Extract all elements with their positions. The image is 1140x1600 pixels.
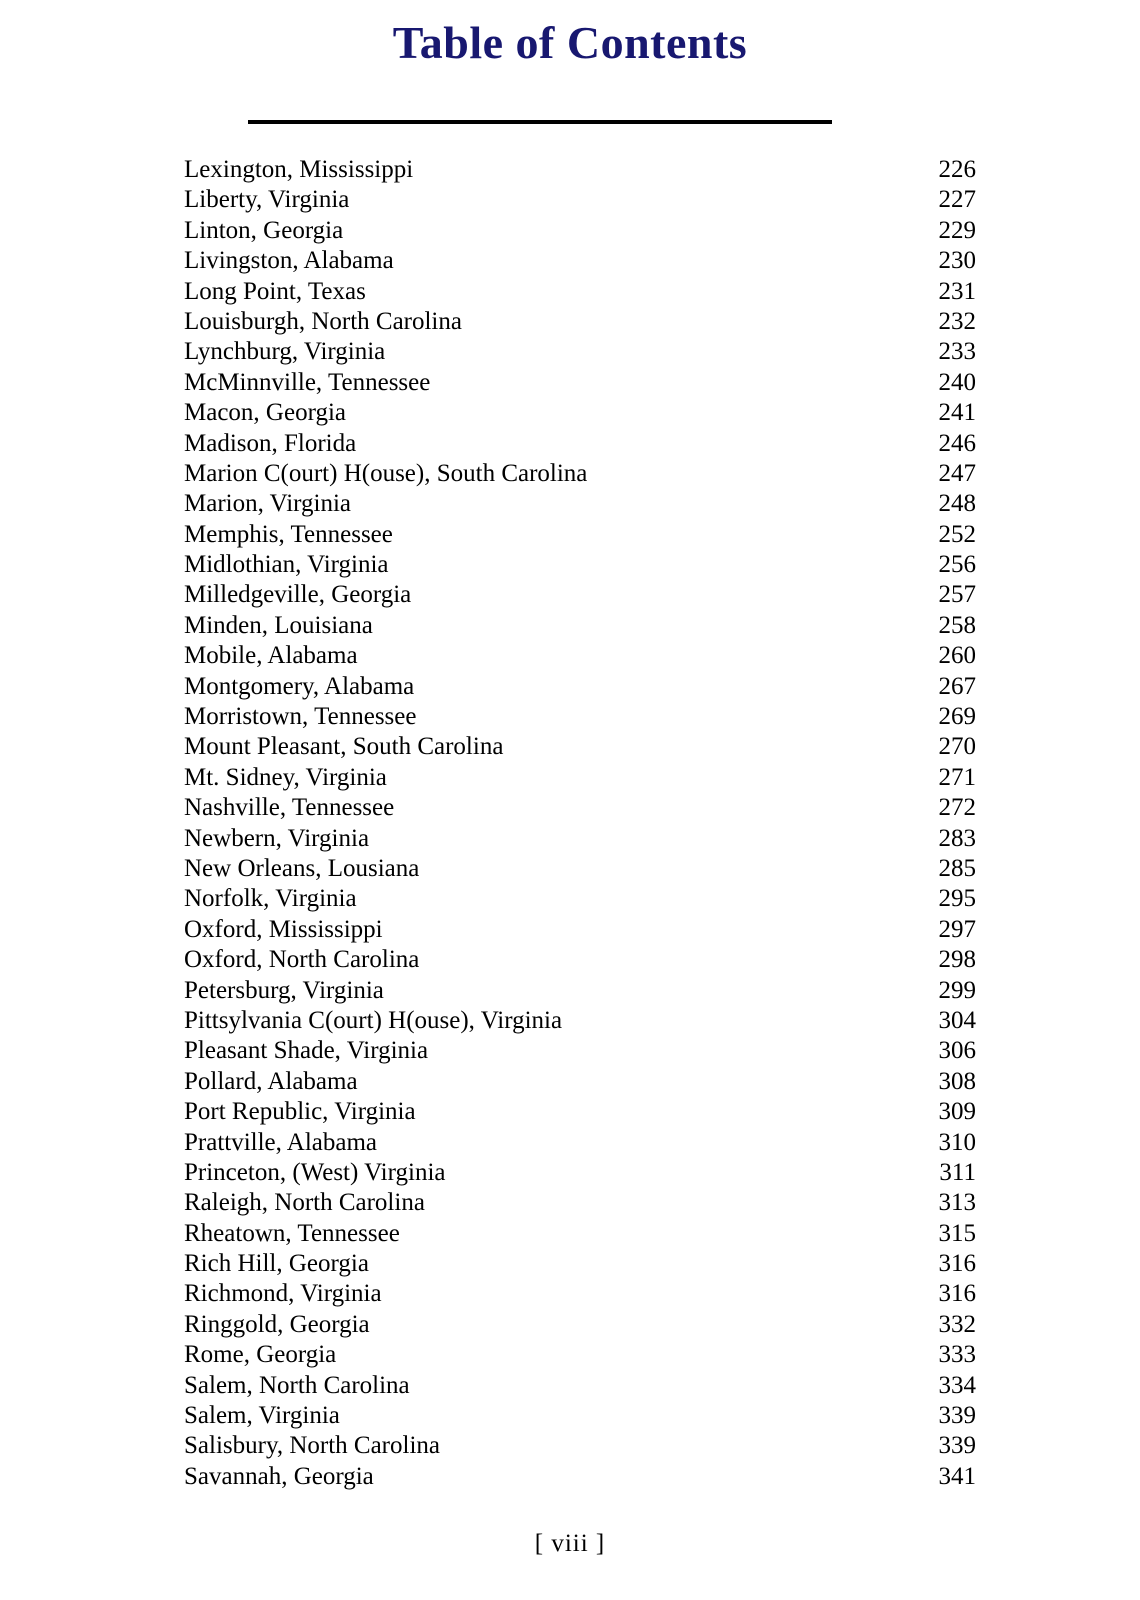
toc-entry-row[interactable] [184,793,976,823]
toc-entry-row[interactable] [184,155,976,185]
toc-entry-title: Newbern, Virginia [184,824,370,852]
toc-entry-page-number: 298 [938,946,976,974]
toc-entry-row[interactable] [184,1310,976,1340]
toc-entry-row[interactable] [184,398,976,428]
toc-entry-page-number: 270 [938,733,976,761]
toc-entry-row[interactable] [184,1097,976,1127]
toc-entry-page-number: 272 [938,794,976,822]
toc-entry-page-number: 297 [938,915,976,943]
toc-entry-page-number: 260 [938,642,976,670]
page-number-footer: [ viii ] [534,1530,606,1557]
toc-entry-title: Raleigh, North Carolina [184,1189,425,1217]
toc-entry-page-number: 315 [938,1219,976,1247]
toc-entry-row[interactable] [184,1249,976,1279]
toc-entry-row[interactable] [184,1401,976,1431]
toc-entry-page-number: 246 [938,429,976,457]
toc-entry-row[interactable] [184,459,976,489]
toc-entry-title: Minden, Louisiana [184,611,373,639]
toc-entry-page-number: 231 [938,277,976,305]
toc-entry-page-number: 316 [938,1250,976,1278]
toc-entry-row[interactable] [184,1431,976,1461]
toc-entry-row[interactable] [184,1036,976,1066]
page-title: Table of Contents [392,17,748,68]
toc-entry-title: Savannah, Georgia [184,1462,374,1490]
toc-entry-title: Port Republic, Virginia [184,1098,416,1126]
toc-entry-row[interactable] [184,732,976,762]
toc-entry-title: Pollard, Alabama [184,1067,358,1095]
toc-entry-title: Salem, North Carolina [184,1371,410,1399]
toc-entry-page-number: 232 [938,307,976,335]
toc-entry-page-number: 247 [938,459,976,487]
toc-entry-page-number: 308 [938,1067,976,1095]
toc-entry-title: Rome, Georgia [184,1341,337,1369]
toc-entry-title: Long Point, Texas [184,277,366,305]
toc-entry-page-number: 316 [938,1280,976,1308]
toc-entry-row[interactable] [184,1371,976,1401]
toc-entry-page-number: 233 [938,338,976,366]
toc-entry-row[interactable] [184,337,976,367]
toc-entry-title: Oxford, Mississippi [184,915,383,943]
toc-entry-row[interactable] [184,824,976,854]
toc-entry-row[interactable] [184,1188,976,1218]
table-of-contents-list [184,155,976,1492]
toc-entry-row[interactable] [184,945,976,975]
toc-entry-title: Madison, Florida [184,429,357,457]
toc-entry-page-number: 339 [938,1432,976,1460]
toc-entry-row[interactable] [184,1158,976,1188]
toc-entry-row[interactable] [184,672,976,702]
toc-entry-row[interactable] [184,277,976,307]
toc-entry-title: Mobile, Alabama [184,642,358,670]
toc-entry-page-number: 341 [938,1462,976,1490]
toc-entry-title: Richmond, Virginia [184,1280,382,1308]
toc-entry-page-number: 267 [938,672,976,700]
toc-entry-title: Lexington, Mississippi [184,156,414,183]
toc-entry-page-number: 271 [938,763,976,791]
toc-entry-page-number: 258 [938,611,976,639]
toc-entry-row[interactable] [184,1067,976,1097]
toc-entry-title: Rich Hill, Georgia [184,1250,369,1278]
toc-entry-page-number: 226 [938,156,976,183]
toc-entry-title: Memphis, Tennessee [184,520,393,548]
toc-entry-title: Lynchburg, Virginia [184,338,386,366]
toc-entry-page-number: 334 [938,1371,976,1399]
toc-entry-row[interactable] [184,1340,976,1370]
toc-entry-title: Livingston, Alabama [184,247,394,275]
toc-entry-title: Macon, Georgia [184,399,346,427]
toc-entry-page-number: 299 [938,976,976,1004]
toc-entry-title: Mt. Sidney, Virginia [184,763,387,791]
toc-entry-title: Salisbury, North Carolina [184,1432,440,1460]
toc-entry-row[interactable] [184,854,976,884]
title-divider-rule [248,120,832,124]
toc-entry-page-number: 229 [938,216,976,244]
toc-entry-row[interactable] [184,489,976,519]
toc-entry-row[interactable] [184,1462,976,1492]
toc-entry-title: Prattville, Alabama [184,1128,378,1156]
toc-entry-row[interactable] [184,641,976,671]
toc-entry-title: Pittsylvania C(ourt) H(ouse), Virginia [184,1006,563,1034]
toc-entry-page-number: 306 [938,1037,976,1065]
toc-entry-row[interactable] [184,368,976,398]
toc-entry-title: New Orleans, Lousiana [184,854,420,882]
toc-entry-page-number: 304 [938,1006,976,1034]
toc-entry-row[interactable] [184,884,976,914]
toc-entry-title: Midlothian, Virginia [184,551,389,579]
toc-entry-row[interactable] [184,915,976,945]
toc-entry-page-number: 313 [938,1189,976,1217]
toc-entry-title: Petersburg, Virginia [184,976,384,1004]
toc-entry-page-number: 269 [938,703,976,731]
toc-entry-row[interactable] [184,1006,976,1036]
toc-entry-row[interactable] [184,580,976,610]
toc-entry-page-number: 283 [938,824,976,852]
toc-entry-row[interactable] [184,307,976,337]
toc-entry-row[interactable] [184,520,976,550]
toc-entry-row[interactable] [184,216,976,246]
toc-entry-title: Mount Pleasant, South Carolina [184,733,504,761]
toc-entry-row[interactable] [184,702,976,732]
toc-entry-title: Norfolk, Virginia [184,885,357,913]
toc-entry-page-number: 252 [938,520,976,548]
toc-entry-page-number: 295 [938,885,976,913]
toc-entry-page-number: 256 [938,551,976,579]
toc-entry-title: Oxford, North Carolina [184,946,420,974]
toc-entry-page-number: 230 [938,247,976,275]
toc-entry-title: Nashville, Tennessee [184,794,395,822]
toc-entry-title: Milledgeville, Georgia [184,581,412,609]
toc-entry-title: Pleasant Shade, Virginia [184,1037,429,1065]
toc-entry-page-number: 310 [938,1128,976,1156]
toc-entry-title: Princeton, (West) Virginia [184,1158,446,1186]
toc-entry-row[interactable] [184,1279,976,1309]
toc-entry-page-number: 285 [938,854,976,882]
toc-entry-page-number: 311 [939,1158,976,1186]
toc-entry-row[interactable] [184,611,976,641]
toc-entry-title: Ringgold, Georgia [184,1310,370,1338]
toc-entry-title: Rheatown, Tennessee [184,1219,400,1247]
toc-entry-page-number: 332 [938,1310,976,1338]
toc-entry-row[interactable] [184,550,976,580]
toc-entry-page-number: 241 [938,399,976,427]
toc-entry-row[interactable] [184,976,976,1006]
toc-entry-title: Montgomery, Alabama [184,672,415,700]
toc-entry-page-number: 248 [938,490,976,518]
toc-entry-row[interactable] [184,763,976,793]
toc-entry-title: McMinnville, Tennessee [184,368,431,396]
toc-entry-page-number: 333 [938,1341,976,1369]
toc-entry-row[interactable] [184,429,976,459]
toc-entry-page-number: 257 [938,581,976,609]
toc-entry-row[interactable] [184,1219,976,1249]
toc-entry-title: Salem, Virginia [184,1402,340,1430]
toc-entry-page-number: 227 [938,186,976,214]
toc-entry-title: Linton, Georgia [184,216,344,244]
toc-entry-title: Marion, Virginia [184,490,352,518]
toc-entry-row[interactable] [184,185,976,215]
toc-entry-title: Morristown, Tennessee [184,703,417,731]
toc-entry-title: Liberty, Virginia [184,186,350,214]
toc-entry-page-number: 339 [938,1402,976,1430]
toc-entry-page-number: 240 [938,368,976,396]
toc-entry-row[interactable] [184,1128,976,1158]
toc-entry-title: Louisburgh, North Carolina [184,307,462,335]
toc-entry-title: Marion C(ourt) H(ouse), South Carolina [184,459,588,487]
toc-entry-page-number: 309 [938,1098,976,1126]
toc-entry-row[interactable] [184,246,976,276]
